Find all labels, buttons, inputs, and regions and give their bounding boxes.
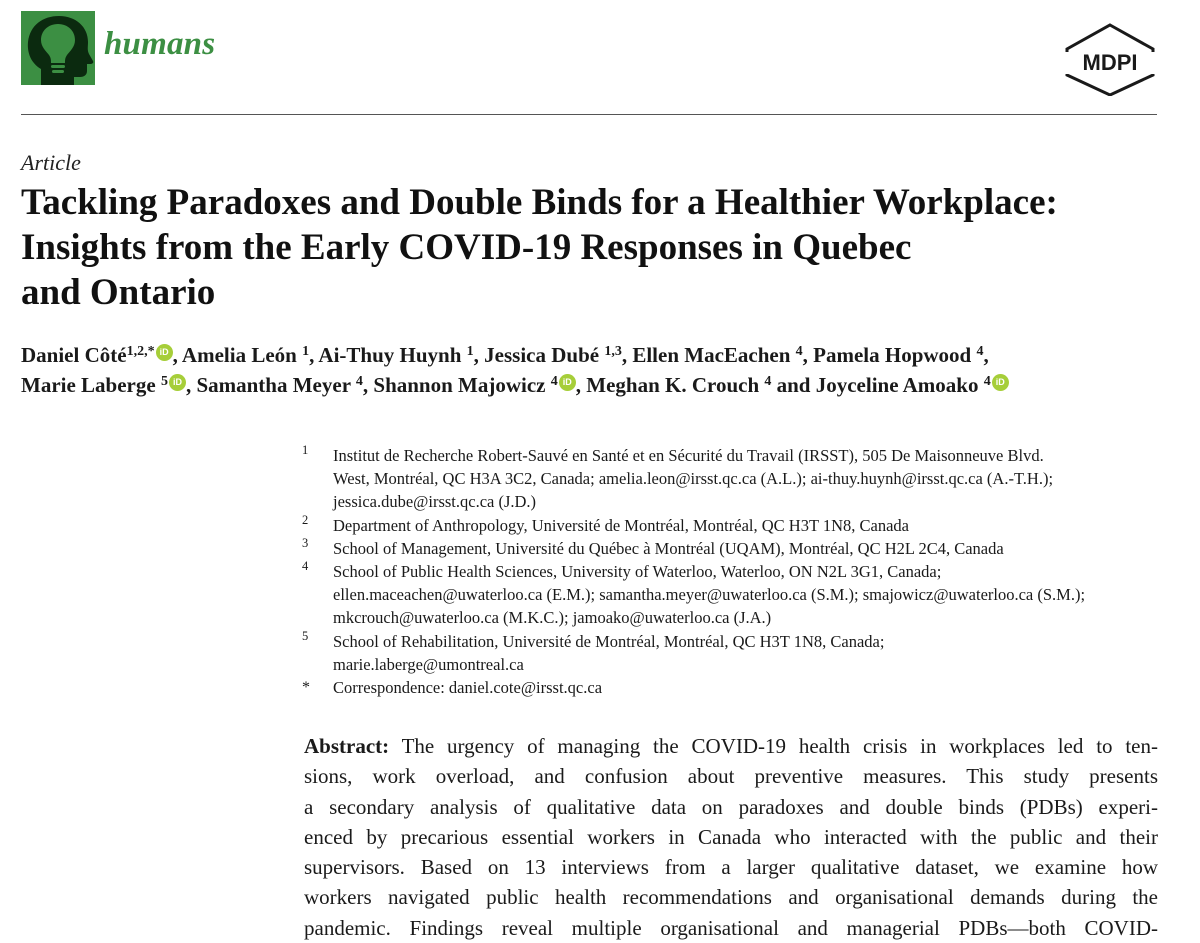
mdpi-logo	[1062, 22, 1158, 96]
author-final-connector: and	[771, 373, 816, 397]
affiliation-line: West, Montréal, QC H3A 3C2, Canada; amelia.leon@irsst.qc.ca (A.L.); ai-thuy.huynh@irsst.qc.ca (A.-T.H.);	[333, 469, 1054, 489]
abstract-line: enced by precarious essential workers in Canada who interacted with the public and their	[304, 824, 1158, 849]
mdpi-hexagon-icon	[1062, 22, 1158, 96]
author-affiliation-sup: 4	[355, 374, 363, 389]
journal-name: humans	[104, 26, 216, 62]
affiliation-line: School of Rehabilitation, Université de Montréal, Montréal, QC H3T 1N8, Canada;	[333, 631, 885, 651]
affiliation-list	[302, 444, 1172, 699]
author-affiliation-sup: 4	[976, 344, 984, 359]
author-name: Daniel Côté	[21, 343, 127, 367]
affiliation-item	[302, 444, 1172, 514]
orcid-icon[interactable]: iD	[559, 374, 576, 391]
author-name: Shannon Majowicz	[373, 373, 546, 397]
author-name: Ellen MacEachen	[632, 343, 791, 367]
author-separator: ,	[802, 343, 814, 367]
affiliation-item	[302, 514, 1172, 537]
author-name: Ai-Thuy Huynh	[318, 343, 462, 367]
author-separator: ,	[621, 343, 633, 367]
title-line: Tackling Paradoxes and Double Binds for a Healthier Workplace:	[21, 182, 1058, 223]
author-line	[21, 370, 1171, 400]
affiliation-line: School of Public Health Sciences, University of Waterloo, Waterloo, ON N2L 3G1, Canada;	[333, 562, 942, 582]
author-affiliation-sup: 4	[764, 374, 772, 389]
author-affiliation-sup: 1,2,*	[126, 344, 155, 359]
abstract	[304, 731, 1158, 943]
author-separator: ,	[309, 343, 319, 367]
author-separator: ,	[172, 343, 182, 367]
abstract-line	[304, 731, 1158, 761]
author-name: Meghan K. Crouch	[586, 373, 760, 397]
affiliation-item	[302, 537, 1172, 560]
abstract-text: The urgency of managing the COVID-19 health crisis in workplaces led to ten-	[389, 734, 1158, 758]
title-line: and Ontario	[21, 272, 216, 313]
author-separator: ,	[185, 373, 197, 397]
abstract-label: Abstract:	[304, 734, 390, 758]
affiliation-item	[302, 560, 1172, 630]
affiliation-line: jessica.dube@irsst.qc.ca (J.D.)	[333, 492, 537, 512]
affiliation-line: marie.laberge@umontreal.ca	[333, 654, 524, 674]
author-name: Jessica Dubé	[484, 343, 600, 367]
author-affiliation-sup: 4	[795, 344, 803, 359]
affiliation-number: 2	[302, 512, 309, 527]
author-separator: ,	[575, 373, 587, 397]
correspondence-line: Correspondence: daniel.cote@irsst.qc.ca	[333, 678, 603, 698]
abstract-line: a secondary analysis of qualitative data on paradoxes and double binds (PDBs) experi-	[304, 794, 1158, 819]
author-affiliation-sup: 1	[466, 344, 474, 359]
author-affiliation-sup: 4	[983, 374, 991, 389]
correspondence-marker: *	[302, 679, 310, 697]
affiliation-item	[302, 630, 1172, 676]
publisher-name: MDPI	[1082, 50, 1138, 75]
orcid-icon[interactable]: iD	[992, 374, 1009, 391]
abstract-line: supervisors. Based on 13 interviews from a larger qualitative dataset, we examine how	[304, 855, 1158, 880]
author-name: Pamela Hopwood	[813, 343, 972, 367]
author-affiliation-sup: 1	[302, 344, 310, 359]
affiliation-line: Department of Anthropology, Université de Montréal, Montréal, QC H3T 1N8, Canada	[333, 515, 910, 535]
author-name: Samantha Meyer	[196, 373, 351, 397]
orcid-icon[interactable]: iD	[156, 344, 173, 361]
affiliation-line: mkcrouch@uwaterloo.ca (M.K.C.); jamoako@uwaterloo.ca (J.A.)	[333, 608, 772, 628]
author-name: Amelia León	[181, 343, 297, 367]
title-line: Insights from the Early COVID-19 Responses in Quebec	[21, 227, 912, 268]
orcid-icon[interactable]: iD	[169, 374, 186, 391]
journal-logo	[21, 11, 95, 85]
author-affiliation-sup: 5	[160, 374, 168, 389]
abstract-line: workers navigated public health recommendations and organisational demands during the	[304, 885, 1158, 910]
affiliation-number: 4	[302, 559, 309, 574]
article-title	[21, 180, 1171, 315]
author-affiliation-sup: 1,3	[604, 344, 622, 359]
affiliation-number: 1	[302, 443, 309, 457]
author-list	[21, 340, 1171, 400]
journal-header	[0, 0, 1200, 116]
affiliation-number: 3	[302, 535, 309, 550]
affiliation-line: ellen.maceachen@uwaterloo.ca (E.M.); samantha.meyer@uwaterloo.ca (S.M.); smajowicz@uwaterloo.ca (S.M.);	[333, 585, 1086, 605]
affiliation-number: 5	[302, 628, 309, 643]
author-name: Marie Laberge	[21, 373, 156, 397]
affiliation-line: School of Management, Université du Québec à Montréal (UQAM), Montréal, QC H2L 2C4, Canada	[333, 538, 1004, 558]
header-divider	[21, 114, 1157, 115]
author-separator: ,	[473, 343, 485, 367]
author-line: Daniel Côté$^{1,2,*}$ iD , Amelia León $^1$, Ai-Thuy Huynh $^1$, Jessica Dubé $^{1,3}$, Ellen MacEachen $^4$, Pamela Hopwood $^4$,	[21, 343, 989, 367]
abstract-line: pandemic. Findings reveal multiple organisational and managerial PDBs—both COVID-	[304, 915, 1158, 940]
abstract-line: sions, work overload, and confusion about preventive measures. This study presents	[304, 764, 1158, 789]
affiliation-line: Institut de Recherche Robert-Sauvé en Santé et en Sécurité du Travail (IRSST), 505 De Maisonneuve Blvd.	[333, 446, 1044, 465]
article-type: Article	[21, 150, 81, 175]
author-name: Joyceline Amoako	[815, 373, 979, 397]
head-lightbulb-icon	[21, 11, 95, 85]
correspondence-item	[302, 676, 1172, 699]
author-affiliation-sup: 4	[550, 374, 558, 389]
author-separator: ,	[362, 373, 374, 397]
